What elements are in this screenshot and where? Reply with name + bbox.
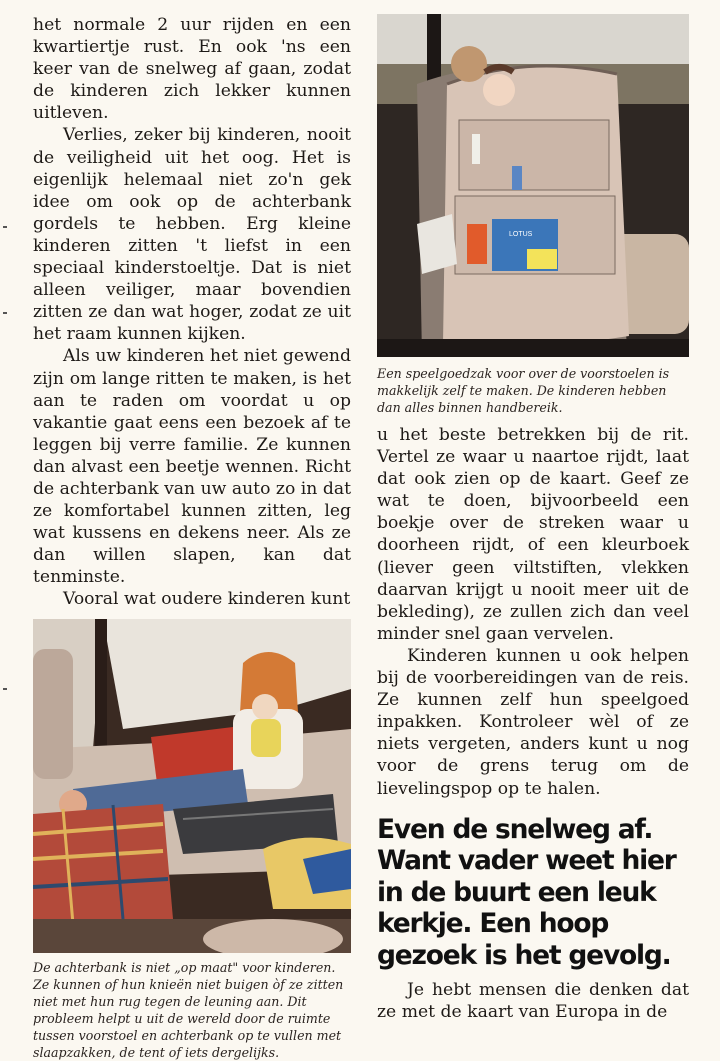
photo-caption: Een speelgoedzak voor over de voorstoelen is makkelijk zelf te maken. De kinderen hebben dan alles binnen handbereik. bbox=[377, 366, 670, 415]
toy-bag-photo bbox=[377, 14, 689, 357]
closing-text bbox=[377, 979, 689, 1023]
left-body-text bbox=[33, 14, 351, 611]
back-seat-child-photo bbox=[33, 619, 351, 953]
photo-caption: De achterbank is niet „op maat" voor kinderen. Ze kunnen of hun knieën niet buigen òf ze zitten niet met hun rug tegen de leuning aan. Dit probleem helpt u uit de wereld door de ruimte tussen voorstoel en achterbank op te vullen met slaapzakken, de tent of iets dergelijks. bbox=[33, 959, 344, 1060]
photo-back-seat bbox=[33, 619, 351, 953]
right-column bbox=[377, 14, 689, 1023]
paragraph: Verlies, zeker bij kinderen, nooit de veiligheid uit het oog. Het is eigenlijk helemaal niet zo'n gek idee om ook op de achterbank gordels te hebben. Erg kleine kinderen zitten 't liefst in een speciaal kinderstoeltje. Dat is niet alleen veiliger, maar bovendien zitten ze dan wat hoger, zodat ze uit het raam kunnen kijken. bbox=[33, 125, 351, 345]
margin-mark bbox=[3, 226, 7, 228]
right-body-text bbox=[377, 424, 689, 800]
section-headline: Even de snelweg af. Want vader weet hier in de buurt een leuk kerkje. Een hoop gezoek is het gevolg. bbox=[377, 813, 676, 971]
paragraph: Je hebt mensen die denken dat ze met de kaart van Europa in de bbox=[377, 980, 689, 1023]
margin-mark bbox=[3, 312, 7, 314]
photo-toy-bag bbox=[377, 14, 689, 357]
paragraph: Vooral wat oudere kinderen kunt bbox=[63, 589, 351, 610]
paragraph: Als uw kinderen het niet gewend zijn om lange ritten te maken, is het aan te raden om voordat u op vakantie gaat eens een bezoek af te leggen bij verre familie. Ze kunnen dan alvast een beetje wennen. Richt de achterbank van uw auto zo in dat ze komfortabel kunnen zitten, leg wat kussens en dekens neer. Als ze dan willen slapen, kan dat tenminste. bbox=[33, 346, 351, 588]
paragraph: u het beste betrekken bij de rit. Vertel ze waar u naartoe rijdt, laat dat ook zien op de kaart. Geef ze wat te doen, bijvoorbeeld een boekje over de streken waar u doorheen rijdt, of een kleurboek (liever geen viltstiften, vlekken daarvan krijgt u nooit meer uit de bekleding), ze zullen zich dan veel minder snel gaan vervelen. bbox=[377, 425, 689, 644]
margin-mark bbox=[3, 688, 7, 690]
paragraph: Kinderen kunnen u ook helpen bij de voorbereidingen van de reis. Ze kunnen zelf hun speelgoed inpakken. Kontroleer wèl of ze niets vergeten, anders kunt u nog voor de grens terug om de lievelingspop op te halen. bbox=[377, 645, 689, 799]
book-label: LOTUS bbox=[509, 231, 533, 238]
paragraph: het normale 2 uur rijden en een kwartiertje rust. En ook 'ns een keer van de snelweg af gaan, zodat de kinderen zich lekker kunnen uitleven. bbox=[33, 15, 351, 124]
left-column bbox=[33, 14, 351, 1061]
